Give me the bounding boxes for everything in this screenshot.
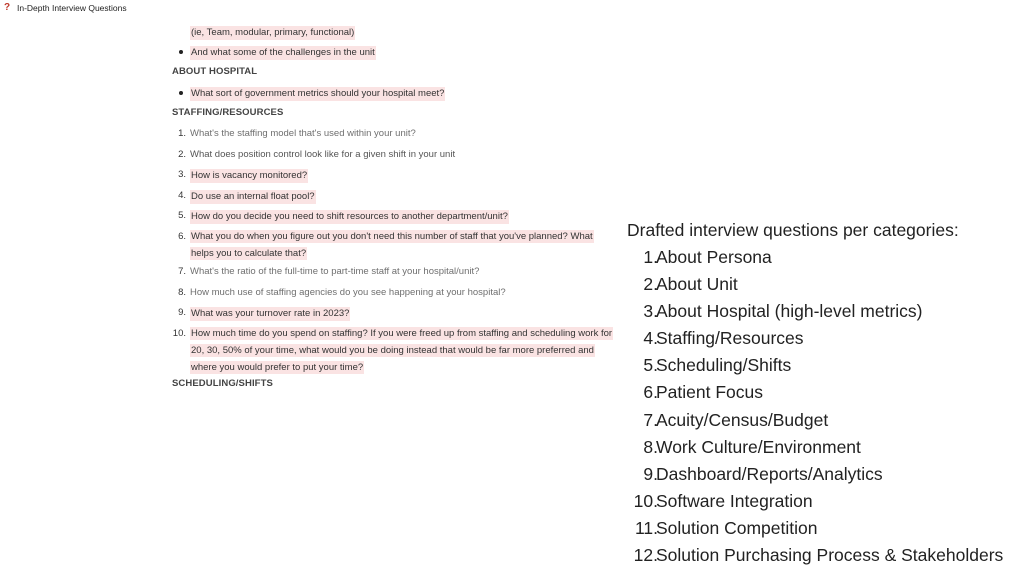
list-number: 5. bbox=[178, 210, 186, 221]
list-number: 9. bbox=[178, 307, 186, 318]
staffing-question: How much time do you spend on staffing? If you were freed up from staffing and scheduling work for 20, 30, 50% of your time, what would you be doing instead that would be far more preferred and where you would prefer to put your time? bbox=[191, 328, 613, 373]
category-number: 4. bbox=[643, 328, 658, 348]
section-heading-scheduling: SCHEDULING/SHIFTS bbox=[172, 378, 273, 389]
category-item bbox=[627, 246, 1022, 268]
category-label: About Hospital (high-level metrics) bbox=[656, 301, 923, 321]
category-number: 10. bbox=[633, 491, 658, 511]
category-label: About Unit bbox=[656, 274, 738, 294]
category-label: Scheduling/Shifts bbox=[656, 355, 792, 375]
category-number: 6. bbox=[643, 382, 658, 402]
category-item bbox=[627, 490, 1022, 512]
bullet-dot bbox=[179, 50, 183, 54]
category-item bbox=[627, 436, 1022, 458]
unit-continuation-text: (ie, Team, modular, primary, functional) bbox=[191, 27, 355, 38]
unit-bullet-text: And what some of the challenges in the unit bbox=[191, 47, 375, 58]
category-number: 8. bbox=[643, 437, 658, 457]
category-item bbox=[627, 300, 1022, 322]
staffing-question: What you do when you figure out you don't need this number of staff that you've planned? What helps you to calculate that? bbox=[191, 231, 593, 259]
category-number: 7. bbox=[643, 410, 658, 430]
category-label: Software Integration bbox=[656, 491, 813, 511]
staffing-question-wrap bbox=[190, 325, 615, 376]
staffing-question: Do use an internal float pool? bbox=[191, 191, 315, 202]
category-item bbox=[627, 409, 1022, 431]
staffing-question: What does position control look like for a given shift in your unit bbox=[190, 149, 456, 160]
staffing-question: How much use of staffing agencies do you see happening at your hospital? bbox=[190, 287, 506, 298]
bullet-dot bbox=[179, 91, 183, 95]
category-label: About Persona bbox=[656, 247, 772, 267]
category-number: 5. bbox=[643, 355, 658, 375]
category-number: 3. bbox=[643, 301, 658, 321]
category-label: Patient Focus bbox=[656, 382, 763, 402]
category-item bbox=[627, 463, 1022, 485]
category-number: 11. bbox=[634, 518, 658, 538]
window-title: In-Depth Interview Questions bbox=[17, 3, 127, 13]
staffing-question: How do you decide you need to shift resources to another department/unit? bbox=[191, 211, 508, 222]
category-label: Dashboard/Reports/Analytics bbox=[656, 464, 883, 484]
category-label: Work Culture/Environment bbox=[656, 437, 861, 457]
list-number: 6. bbox=[178, 231, 186, 242]
list-number: 3. bbox=[178, 169, 186, 180]
list-number: 4. bbox=[178, 190, 186, 201]
category-number: 9. bbox=[643, 464, 658, 484]
staffing-question-wrap bbox=[190, 228, 615, 262]
category-number: 1. bbox=[643, 247, 658, 267]
category-item bbox=[627, 327, 1022, 349]
category-item bbox=[627, 273, 1022, 295]
hospital-bullet-text: What sort of government metrics should your hospital meet? bbox=[191, 88, 445, 99]
staffing-question: What was your turnover rate in 2023? bbox=[191, 308, 350, 319]
category-number: 2. bbox=[643, 274, 658, 294]
list-number: 8. bbox=[178, 287, 186, 298]
staffing-question: What's the staffing model that's used within your unit? bbox=[190, 128, 416, 139]
staffing-question: What's the ratio of the full-time to part-time staff at your hospital/unit? bbox=[190, 266, 480, 277]
category-number: 12. bbox=[633, 545, 658, 565]
category-label: Acuity/Census/Budget bbox=[656, 410, 829, 430]
category-label: Solution Competition bbox=[656, 518, 818, 538]
category-item bbox=[627, 517, 1022, 539]
staffing-question: How is vacancy monitored? bbox=[191, 170, 308, 181]
list-number: 10. bbox=[172, 328, 186, 339]
category-label: Solution Purchasing Process & Stakeholders bbox=[656, 545, 1004, 565]
category-item bbox=[627, 381, 1022, 403]
section-heading-staffing: STAFFING/RESOURCES bbox=[172, 107, 284, 118]
section-heading-hospital: ABOUT HOSPITAL bbox=[172, 66, 258, 77]
list-number: 2. bbox=[178, 149, 186, 160]
category-item bbox=[627, 544, 1022, 566]
category-label: Staffing/Resources bbox=[656, 328, 804, 348]
list-number: 1. bbox=[178, 128, 186, 139]
app-icon: ? bbox=[4, 2, 11, 13]
list-number: 7. bbox=[178, 266, 186, 277]
category-item bbox=[627, 354, 1022, 376]
panel-title: Drafted interview questions per categories: bbox=[627, 220, 959, 240]
